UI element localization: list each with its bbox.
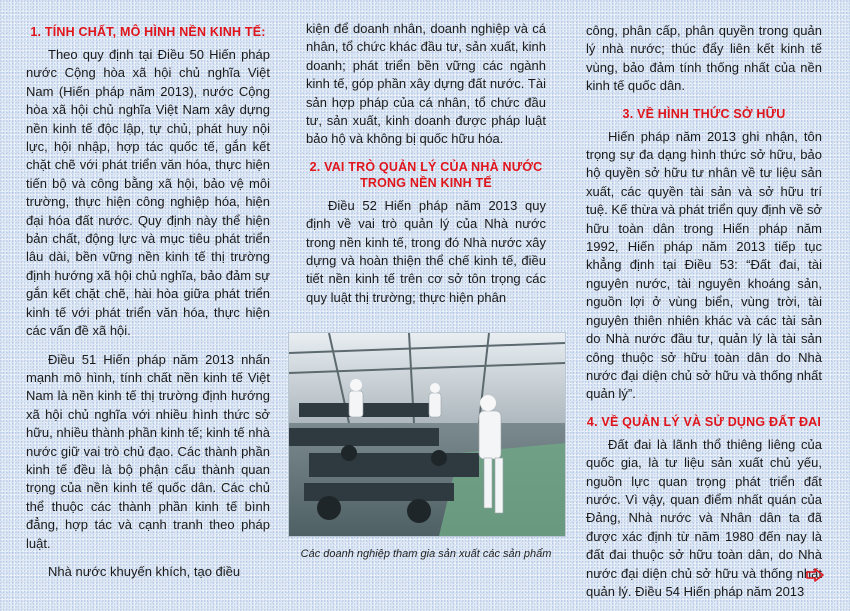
section-3-paragraph-1: Hiến pháp năm 2013 ghi nhận, tôn trọng sự đa dạng hình thức sở hữu, bảo hộ quyền sở hữu tư nhân về tư liệu sản xuất, các quyền tài sản và sở hữu trí tuệ. Kế thừa và phát triển quy định về sở hữu toàn dân trong Hiến pháp năm 1992, Hiến pháp năm 2013 tiếp tục khẳng định tại Điều 53: “Đất đai, tài nguyên nước, tài nguyên khoáng sản, nguồn lợi ở vùng biển, vùng trời, tài nguyên thiên nhiên khác và các tài sản do Nhà nước đầu tư, quản lý là tài sản công thuộc sở hữu toàn dân do Nhà nước đại diện chủ sở hữu và thống nhất quản lý”. xyxy=(586,128,822,402)
section-1-heading: 1. TÍNH CHẤT, MÔ HÌNH NỀN KINH TẾ: xyxy=(30,25,266,39)
photo-caption: Các doanh nghiệp tham gia sản xuất các sản phẩm xyxy=(300,548,552,560)
section-4-heading: 4. VỀ QUẢN LÝ VÀ SỬ DỤNG ĐẤT ĐAI xyxy=(586,414,822,429)
section-1-paragraph-1: Theo quy định tại Điều 50 Hiến pháp nước Cộng hòa xã hội chủ nghĩa Việt Nam (Hiến pháp năm 2013), nước Cộng hòa xã hội chủ nghĩa Việt Nam xây dựng nền kinh tế độc lập, tự chủ, phát huy nội lực, hội nhập, hợp tác quốc tế, gắn kết chặt chẽ với phát triển văn hóa, thực hiện tiến bộ và công bằng xã hội, bảo vệ môi trường, thực hiện công nghiệp hóa, hiện đại hóa đất nước. Quy định này thể hiện bản chất, động lực và mục tiêu phát triển lâu dài, bền vững nền kinh tế thị trường định hướng xã hội chủ nghĩa, bảo đảm sự gắn kết chặt chẽ, hài hòa giữa phát triển kinh tế với phát triển văn hóa, thực hiện các vấn đề xã hội. xyxy=(26,47,270,339)
column-2 xyxy=(306,20,546,317)
section-2-paragraph-1: Điều 52 Hiến pháp năm 2013 quy định về vai trò quản lý của Nhà nước trong nền kinh tế, trong đó Nhà nước xây dựng và hoàn thiện thể chế kinh tế, điều tiết nền kinh tế trên cơ sở tôn trọng các quy luật thị trường; thực hiện phân xyxy=(306,197,546,305)
assembly-line-illustration xyxy=(289,333,565,536)
arrow-right-icon[interactable] xyxy=(806,568,824,582)
column-1 xyxy=(26,24,270,591)
section-3-heading: 3. VỀ HÌNH THỨC SỞ HỮU xyxy=(622,106,786,121)
column-3-continuation: công, phân cấp, phân quyền trong quản lý nhà nước; thúc đẩy liên kết kinh tế vùng, bảo đảm tính thống nhất của nền kinh tế quốc dân. xyxy=(586,23,822,94)
column-2-continuation: kiện để doanh nhân, doanh nghiệp và cá nhân, tổ chức khác đầu tư, sản xuất, kinh doanh; phát triển bền vững các ngành kinh tế, góp phần xây dựng đất nước. Tài sản hợp pháp của cá nhân, tổ chức đầu tư, sản xuất, kinh doanh được pháp luật bảo hộ và không bị quốc hữu hóa. xyxy=(306,21,546,147)
factory-photo xyxy=(288,332,566,537)
section-1-paragraph-3: Nhà nước khuyến khích, tạo điều xyxy=(48,563,241,579)
section-2-heading: 2. VAI TRÒ QUẢN LÝ CỦA NHÀ NƯỚC TRONG NỀN KINH TẾ xyxy=(309,159,543,190)
section-4-paragraph-1: Đất đai là lãnh thổ thiêng liêng của quốc gia, là tư liệu sản xuất chủ yếu, nguồn lực quan trọng phát triển đất nước. Vì vậy, quan điểm nhất quán của Đảng, Nhà nước và Nhân dân ta đã được xác định từ năm 1980 đến nay là đất đai thuộc sở hữu toàn dân, do Nhà nước đại diện chủ sở hữu và thống nhất quản lý. Điều 54 Hiến pháp năm 2013 xyxy=(586,436,822,599)
column-3 xyxy=(586,22,822,611)
section-1-paragraph-2: Điều 51 Hiến pháp năm 2013 nhấn mạnh mô hình, tính chất nền kinh tế Việt Nam là nền kinh tế thị trường định hướng xã hội chủ nghĩa với nhiều hình thức sở hữu, nhiều thành phần kinh tế; kinh tế nhà nước giữ vai trò chủ đạo. Các thành phần kinh tế đều là bộ phận cấu thành quan trọng của nền kinh tế quốc dân. Các chủ thể thuộc các thành phần kinh tế bình đẳng, hợp tác và cạnh tranh theo pháp luật. xyxy=(26,351,270,551)
